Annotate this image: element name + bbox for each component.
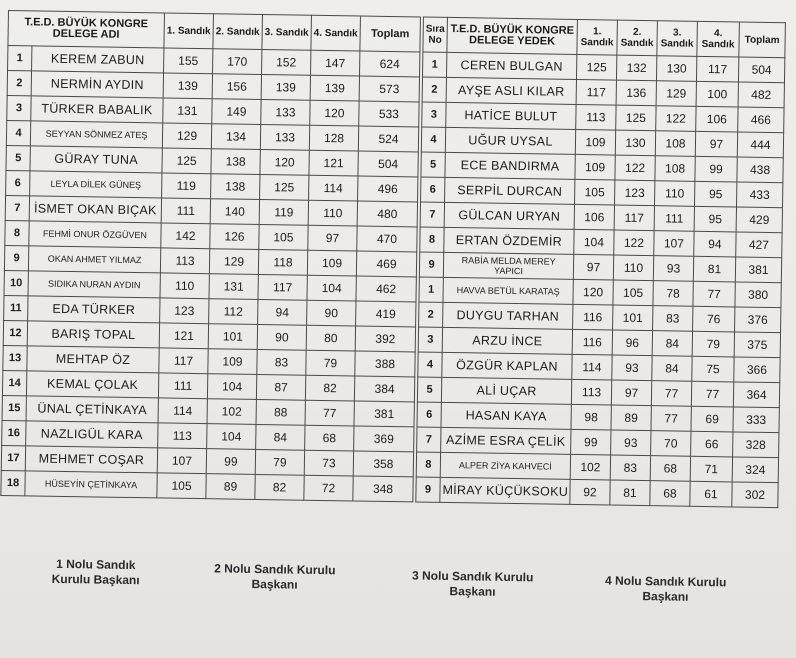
delegate-name-cell: EDA TÜRKER (28, 296, 160, 323)
ballot-1-votes-cell: 114 (158, 398, 207, 424)
header-ballot-1: 1. Sandık (577, 19, 618, 55)
ballot-1-votes-cell: 102 (570, 454, 610, 480)
row-number-cell: 2 (422, 77, 446, 102)
ballot-4-votes-cell: 95 (695, 181, 737, 207)
row-number-cell: 7 (5, 195, 29, 220)
ballot-2-votes-cell: 131 (209, 274, 258, 300)
ballot-3-votes-cell: 107 (654, 231, 694, 257)
ballot-4-votes-cell: 95 (694, 206, 736, 232)
ballot-4-votes-cell: 76 (693, 306, 735, 332)
ballot-3-votes-cell: 83 (653, 306, 693, 332)
row-number-cell: 2 (7, 71, 31, 96)
row-number-cell: 7 (420, 202, 444, 227)
ballot-1-votes-cell: 111 (161, 198, 210, 224)
delegate-name-cell: UĞUR UYSAL (445, 127, 575, 154)
ballot-1-votes-cell: 104 (574, 229, 614, 255)
row-number-cell: 6 (421, 177, 445, 202)
total-votes-cell: 427 (736, 232, 782, 258)
ballot-2-votes-cell: 101 (613, 305, 653, 331)
delegate-name-cell: LEYLA DİLEK GÜNEŞ (30, 171, 162, 198)
results-tables (0, 10, 790, 508)
ballot-3-votes-cell: 111 (654, 206, 694, 232)
delegate-name-cell: CEREN BULGAN (446, 52, 576, 79)
ballot-3-votes-cell: 68 (650, 481, 690, 507)
row-number-cell: 11 (4, 295, 28, 320)
row-number-cell: 3 (418, 327, 442, 352)
ballot-3-votes-cell: 88 (256, 399, 305, 425)
delegate-name-cell: SERPİL DURCAN (445, 177, 575, 204)
row-number-cell: 6 (6, 170, 30, 195)
ballot-4-votes-cell: 81 (693, 256, 735, 282)
ballot-2-votes-cell: 102 (207, 399, 256, 425)
ballot-2-votes-cell: 104 (207, 374, 256, 400)
delegate-name-cell: FEHMİ ONUR ÖZGÜVEN (29, 221, 161, 248)
ballot-1-votes-cell: 131 (163, 98, 212, 124)
ballot-2-votes-cell: 109 (208, 349, 257, 375)
total-votes-cell: 504 (738, 57, 784, 83)
delegate-name-cell: AYŞE ASLI KILAR (446, 77, 576, 104)
ballot-1-votes-cell: 98 (571, 404, 611, 430)
ballot-2-votes-cell: 117 (614, 205, 654, 231)
header-ballot-3: 3. Sandık (657, 21, 698, 57)
delegate-name-cell: GÜLCAN URYAN (444, 202, 574, 229)
table-row (416, 477, 778, 508)
delegate-name-cell: ÖZGÜR KAPLAN (442, 352, 572, 379)
ballot-2-votes-cell: 140 (210, 199, 259, 225)
ballot-4-votes-cell: 82 (305, 375, 354, 401)
header-substitute-name: T.E.D. BÜYÜK KONGRE DELEGE YEDEK (447, 17, 578, 54)
ballot-3-votes-cell: 117 (258, 274, 307, 300)
row-number-cell: 5 (6, 145, 30, 170)
ballot-2-votes-cell: 99 (206, 449, 255, 475)
total-votes-cell: 466 (738, 107, 784, 133)
delegate-name-cell: ECE BANDIRMA (445, 152, 575, 179)
ballot-2-votes-cell: 129 (209, 249, 258, 275)
ballot-3-votes-cell: 122 (656, 106, 696, 132)
table-header-row (423, 17, 786, 58)
row-number-cell: 1 (422, 52, 446, 77)
ballot-1-votes-cell: 110 (160, 273, 209, 299)
substitute-delegates-table (415, 17, 786, 509)
ballot-4-votes-cell: 80 (306, 325, 355, 351)
total-votes-cell: 324 (732, 457, 778, 483)
ballot-3-votes-cell: 77 (651, 406, 691, 432)
ballot-3-votes-cell: 93 (653, 256, 693, 282)
ballot-1-votes-cell: 125 (576, 54, 616, 80)
ballot-4-votes-cell: 128 (309, 125, 358, 151)
ballot-1-votes-cell: 113 (576, 104, 616, 130)
ballot-3-votes-cell: 139 (261, 74, 310, 100)
ballot-4-votes-cell: 71 (690, 456, 732, 482)
ballot-3-votes-cell: 108 (655, 131, 695, 157)
ballot-1-votes-cell: 111 (158, 373, 207, 399)
ballot-3-votes-cell: 133 (261, 99, 310, 125)
primary-delegates-table (0, 10, 421, 502)
ballot-2-votes-cell: 93 (612, 355, 652, 381)
delegate-name-cell: OKAN AHMET YILMAZ (28, 246, 160, 273)
total-votes-cell: 438 (737, 157, 783, 183)
total-votes-cell: 624 (360, 51, 420, 77)
signature-ballot-1 (36, 557, 156, 589)
signature-line-2: Başkanı (251, 576, 298, 592)
ballot-4-votes-cell: 104 (307, 275, 356, 301)
total-votes-cell: 333 (733, 407, 779, 433)
ballot-1-votes-cell: 121 (159, 323, 208, 349)
delegate-name-cell: MEHMET COŞAR (25, 446, 157, 473)
substitute-delegates-body (416, 52, 785, 508)
row-number-cell: 8 (416, 452, 440, 477)
ballot-1-votes-cell: 129 (162, 123, 211, 149)
row-number-cell: 15 (2, 395, 26, 420)
ballot-1-votes-cell: 97 (573, 254, 613, 280)
ballot-2-votes-cell: 83 (610, 455, 650, 481)
delegate-name-cell: ALİ UÇAR (441, 377, 571, 404)
ballot-4-votes-cell: 117 (696, 56, 738, 82)
ballot-2-votes-cell: 81 (610, 480, 650, 506)
row-number-cell: 10 (4, 270, 28, 295)
ballot-4-votes-cell: 99 (695, 156, 737, 182)
ballot-1-votes-cell: 139 (163, 73, 212, 99)
ballot-1-votes-cell: 125 (162, 148, 211, 174)
ballot-3-votes-cell: 68 (650, 456, 690, 482)
ballot-1-votes-cell: 117 (159, 348, 208, 374)
total-votes-cell: 348 (353, 476, 413, 502)
ballot-2-votes-cell: 101 (208, 324, 257, 350)
ballot-1-votes-cell: 123 (160, 298, 209, 324)
row-number-cell: 1 (8, 46, 32, 71)
ballot-1-votes-cell: 106 (574, 204, 614, 230)
ballot-4-votes-cell: 100 (696, 81, 738, 107)
ballot-4-votes-cell: 68 (305, 425, 354, 451)
row-number-cell: 6 (417, 402, 441, 427)
delegate-name-cell: HATİCE BULUT (446, 102, 576, 129)
total-votes-cell: 480 (357, 201, 417, 227)
total-votes-cell: 381 (735, 257, 781, 283)
header-ballot-1: 1. Sandık (164, 13, 214, 49)
row-number-cell: 14 (2, 370, 26, 395)
row-number-cell: 5 (421, 152, 445, 177)
total-votes-cell: 429 (736, 207, 782, 233)
total-votes-cell: 392 (355, 326, 415, 352)
ballot-4-votes-cell: 69 (691, 406, 733, 432)
ballot-1-votes-cell: 113 (571, 379, 611, 405)
ballot-1-votes-cell: 107 (157, 448, 206, 474)
delegate-name-cell: NERMİN AYDIN (31, 71, 163, 98)
ballot-2-votes-cell: 138 (211, 174, 260, 200)
ballot-3-votes-cell: 133 (260, 124, 309, 150)
total-votes-cell: 381 (354, 401, 414, 427)
delegate-name-cell: HASAN KAYA (441, 402, 571, 429)
ballot-2-votes-cell: 138 (211, 149, 260, 175)
header-total: Toplam (739, 22, 786, 58)
delegate-name-cell: KEMAL ÇOLAK (26, 371, 158, 398)
ballot-3-votes-cell: 129 (656, 81, 696, 107)
delegate-name-cell: BARIŞ TOPAL (27, 321, 159, 348)
ballot-1-votes-cell: 105 (575, 179, 615, 205)
header-delegate-name: T.E.D. BÜYÜK KONGRE DELEGE ADI (8, 11, 165, 48)
row-number-cell: 5 (417, 377, 441, 402)
ballot-4-votes-cell: 73 (304, 450, 353, 476)
delegate-name-cell: ARZU İNCE (442, 327, 572, 354)
ballot-3-votes-cell: 105 (259, 224, 308, 250)
header-ballot-4: 4. Sandık (697, 21, 740, 57)
delegate-name-cell: MİRAY KÜÇÜKSOKU (440, 477, 570, 504)
ballot-2-votes-cell: 170 (213, 49, 262, 75)
ballot-3-votes-cell: 83 (257, 349, 306, 375)
ballot-4-votes-cell: 75 (692, 356, 734, 382)
ballot-4-votes-cell: 139 (310, 75, 359, 101)
ballot-1-votes-cell: 113 (158, 423, 207, 449)
ballot-2-votes-cell: 97 (611, 380, 651, 406)
ballot-3-votes-cell: 119 (259, 199, 308, 225)
ballot-1-votes-cell: 142 (161, 223, 210, 249)
total-votes-cell: 482 (738, 82, 784, 108)
signature-line-1: 3 Nolu Sandık Kurulu (411, 568, 534, 585)
ballot-1-votes-cell: 99 (571, 429, 611, 455)
signature-line-1: 4 Nolu Sandık Kurulu (604, 573, 727, 590)
ballot-2-votes-cell: 130 (615, 130, 655, 156)
total-votes-cell: 388 (355, 351, 415, 377)
ballot-4-votes-cell: 121 (309, 150, 358, 176)
ballot-3-votes-cell: 94 (258, 299, 307, 325)
ballot-3-votes-cell: 87 (256, 374, 305, 400)
signature-line-2: Başkanı (449, 584, 496, 599)
header-ballot-4: 4. Sandık (311, 15, 361, 51)
ballot-1-votes-cell: 120 (573, 279, 613, 305)
delegate-name-cell: SEYYAN SÖNMEZ ATEŞ (30, 121, 162, 148)
ballot-4-votes-cell: 147 (311, 50, 360, 76)
ballot-4-votes-cell: 79 (692, 331, 734, 357)
row-number-cell: 13 (3, 345, 27, 370)
signature-line-2: Kurulu Başkanı (51, 571, 140, 588)
row-number-cell: 17 (1, 445, 25, 470)
ballot-4-votes-cell: 109 (307, 250, 356, 276)
ballot-1-votes-cell: 105 (157, 473, 206, 499)
ballot-2-votes-cell: 105 (613, 280, 653, 306)
delegate-name-cell: NAZLIGÜL KARA (26, 421, 158, 448)
primary-delegates-body (1, 46, 420, 502)
ballot-2-votes-cell: 149 (212, 99, 261, 125)
total-votes-cell: 533 (359, 101, 419, 127)
row-number-cell: 7 (417, 427, 441, 452)
total-votes-cell: 376 (735, 307, 781, 333)
total-votes-cell: 573 (359, 76, 419, 102)
total-votes-cell: 444 (737, 132, 783, 158)
row-number-cell: 18 (1, 470, 25, 495)
ballot-3-votes-cell: 90 (257, 324, 306, 350)
total-votes-cell: 496 (358, 176, 418, 202)
signature-ballot-2 (199, 561, 349, 593)
ballot-4-votes-cell: 110 (308, 200, 357, 226)
ballot-2-votes-cell: 156 (212, 74, 261, 100)
delegate-name-cell: ALPER ZİYA KAHVECİ (440, 452, 570, 479)
ballot-2-votes-cell: 122 (615, 155, 655, 181)
ballot-2-votes-cell: 125 (616, 105, 656, 131)
row-number-cell: 8 (5, 220, 29, 245)
row-number-cell: 1 (419, 277, 443, 302)
ballot-4-votes-cell: 77 (693, 281, 735, 307)
ballot-1-votes-cell: 116 (572, 329, 612, 355)
ballot-3-votes-cell: 120 (260, 149, 309, 175)
ballot-3-votes-cell: 79 (255, 449, 304, 475)
ballot-3-votes-cell: 84 (256, 424, 305, 450)
ballot-4-votes-cell: 94 (694, 231, 736, 257)
total-votes-cell: 419 (356, 301, 416, 327)
header-ballot-2: 2. Sandık (213, 14, 263, 50)
row-number-cell: 9 (416, 477, 440, 502)
ballot-2-votes-cell: 104 (207, 424, 256, 450)
ballot-2-votes-cell: 134 (211, 124, 260, 150)
row-number-cell: 3 (7, 95, 31, 120)
ballot-4-votes-cell: 72 (304, 475, 353, 501)
total-votes-cell: 364 (733, 382, 779, 408)
delegate-name-cell: HAVVA BETÜL KARATAŞ (443, 277, 573, 304)
total-votes-cell: 369 (354, 426, 414, 452)
ballot-2-votes-cell: 89 (206, 474, 255, 500)
row-number-cell: 3 (422, 102, 446, 127)
ballot-1-votes-cell: 109 (575, 129, 615, 155)
ballot-1-votes-cell: 116 (573, 304, 613, 330)
ballot-3-votes-cell: 70 (651, 431, 691, 457)
ballot-4-votes-cell: 77 (305, 400, 354, 426)
ballot-3-votes-cell: 110 (655, 181, 695, 207)
ballot-1-votes-cell: 92 (570, 479, 610, 505)
ballot-2-votes-cell: 132 (616, 55, 656, 81)
ballot-2-votes-cell: 110 (613, 255, 653, 281)
ballot-2-votes-cell: 93 (611, 430, 651, 456)
delegate-name-cell: HÜSEYİN ÇETİNKAYA (25, 471, 157, 498)
delegate-name-cell: GÜRAY TUNA (30, 146, 162, 173)
signature-ballot-4 (585, 573, 745, 606)
delegate-name-cell: MEHTAP ÖZ (27, 346, 159, 373)
ballot-2-votes-cell: 123 (615, 180, 655, 206)
ballot-4-votes-cell: 90 (307, 300, 356, 326)
ballot-1-votes-cell: 119 (162, 173, 211, 199)
ballot-2-votes-cell: 122 (614, 230, 654, 256)
ballot-1-votes-cell: 113 (160, 248, 209, 274)
ballot-2-votes-cell: 126 (210, 224, 259, 250)
row-number-cell: 8 (420, 227, 444, 252)
delegate-name-cell: DUYGU TARHAN (443, 302, 573, 329)
ballot-3-votes-cell: 82 (255, 474, 304, 500)
ballot-1-votes-cell: 114 (572, 354, 612, 380)
total-votes-cell: 366 (734, 357, 780, 383)
ballot-1-votes-cell: 109 (575, 154, 615, 180)
total-votes-cell: 302 (732, 482, 778, 508)
header-ballot-2: 2. Sandık (617, 20, 658, 56)
delegate-name-cell: KEREM ZABUN (32, 46, 164, 73)
ballot-4-votes-cell: 114 (309, 175, 358, 201)
row-number-cell: 9 (419, 252, 443, 277)
total-votes-cell: 470 (357, 226, 417, 252)
ballot-3-votes-cell: 118 (258, 249, 307, 275)
signature-ballot-3 (397, 568, 547, 600)
row-number-cell: 9 (4, 245, 28, 270)
ballot-2-votes-cell: 89 (611, 405, 651, 431)
ballot-4-votes-cell: 79 (306, 350, 355, 376)
row-number-cell: 4 (418, 352, 442, 377)
ballot-4-votes-cell: 61 (690, 481, 732, 507)
signature-line-1: 2 Nolu Sandık Kurulu (214, 561, 336, 578)
total-votes-cell: 433 (736, 182, 782, 208)
total-votes-cell: 524 (358, 126, 418, 152)
ballot-1-votes-cell: 117 (576, 79, 616, 105)
ballot-3-votes-cell: 130 (656, 56, 696, 82)
total-votes-cell: 358 (353, 451, 413, 477)
header-ballot-3: 3. Sandık (262, 14, 312, 50)
row-number-cell: 16 (2, 420, 26, 445)
ballot-3-votes-cell: 125 (260, 174, 309, 200)
row-number-cell: 12 (3, 320, 27, 345)
total-votes-cell: 384 (354, 376, 414, 402)
total-votes-cell: 375 (734, 332, 780, 358)
ballot-3-votes-cell: 84 (652, 356, 692, 382)
ballot-4-votes-cell: 97 (308, 225, 357, 251)
table-row (1, 470, 413, 501)
total-votes-cell: 462 (356, 276, 416, 302)
ballot-1-votes-cell: 155 (164, 48, 213, 74)
delegate-name-cell: ERTAN ÖZDEMİR (444, 227, 574, 254)
row-number-cell: 4 (421, 127, 445, 152)
signature-line-2: Başkanı (642, 589, 689, 604)
ballot-2-votes-cell: 96 (612, 330, 652, 356)
row-number-cell: 2 (419, 302, 443, 327)
total-votes-cell: 328 (733, 432, 779, 458)
delegate-name-cell: TÜRKER BABALIK (31, 96, 163, 123)
ballot-3-votes-cell: 78 (653, 281, 693, 307)
delegate-name-cell: ÜNAL ÇETİNKAYA (26, 396, 158, 423)
delegate-name-cell: RABİA MELDA MEREY YAPICI (443, 252, 573, 279)
total-votes-cell: 469 (356, 251, 416, 277)
delegate-name-cell: SIDIKA NURAN AYDIN (28, 271, 160, 298)
ballot-2-votes-cell: 136 (616, 80, 656, 106)
ballot-4-votes-cell: 66 (691, 431, 733, 457)
total-votes-cell: 380 (735, 282, 781, 308)
ballot-3-votes-cell: 77 (651, 381, 691, 407)
header-order-no: Sıra No (423, 17, 448, 52)
ballot-2-votes-cell: 112 (209, 299, 258, 325)
total-votes-cell: 504 (358, 151, 418, 177)
delegate-name-cell: İSMET OKAN BIÇAK (29, 196, 161, 223)
ballot-3-votes-cell: 108 (655, 156, 695, 182)
ballot-4-votes-cell: 120 (310, 100, 359, 126)
ballot-3-votes-cell: 152 (262, 49, 311, 75)
signature-block (0, 556, 796, 628)
signature-line-1: 1 Nolu Sandık (56, 556, 136, 573)
ballot-4-votes-cell: 77 (691, 381, 733, 407)
delegate-name-cell: AZİME ESRA ÇELİK (441, 427, 571, 454)
header-total: Toplam (360, 16, 421, 52)
ballot-4-votes-cell: 97 (695, 131, 737, 157)
ballot-3-votes-cell: 84 (652, 331, 692, 357)
row-number-cell: 4 (6, 120, 30, 145)
ballot-4-votes-cell: 106 (696, 106, 738, 132)
